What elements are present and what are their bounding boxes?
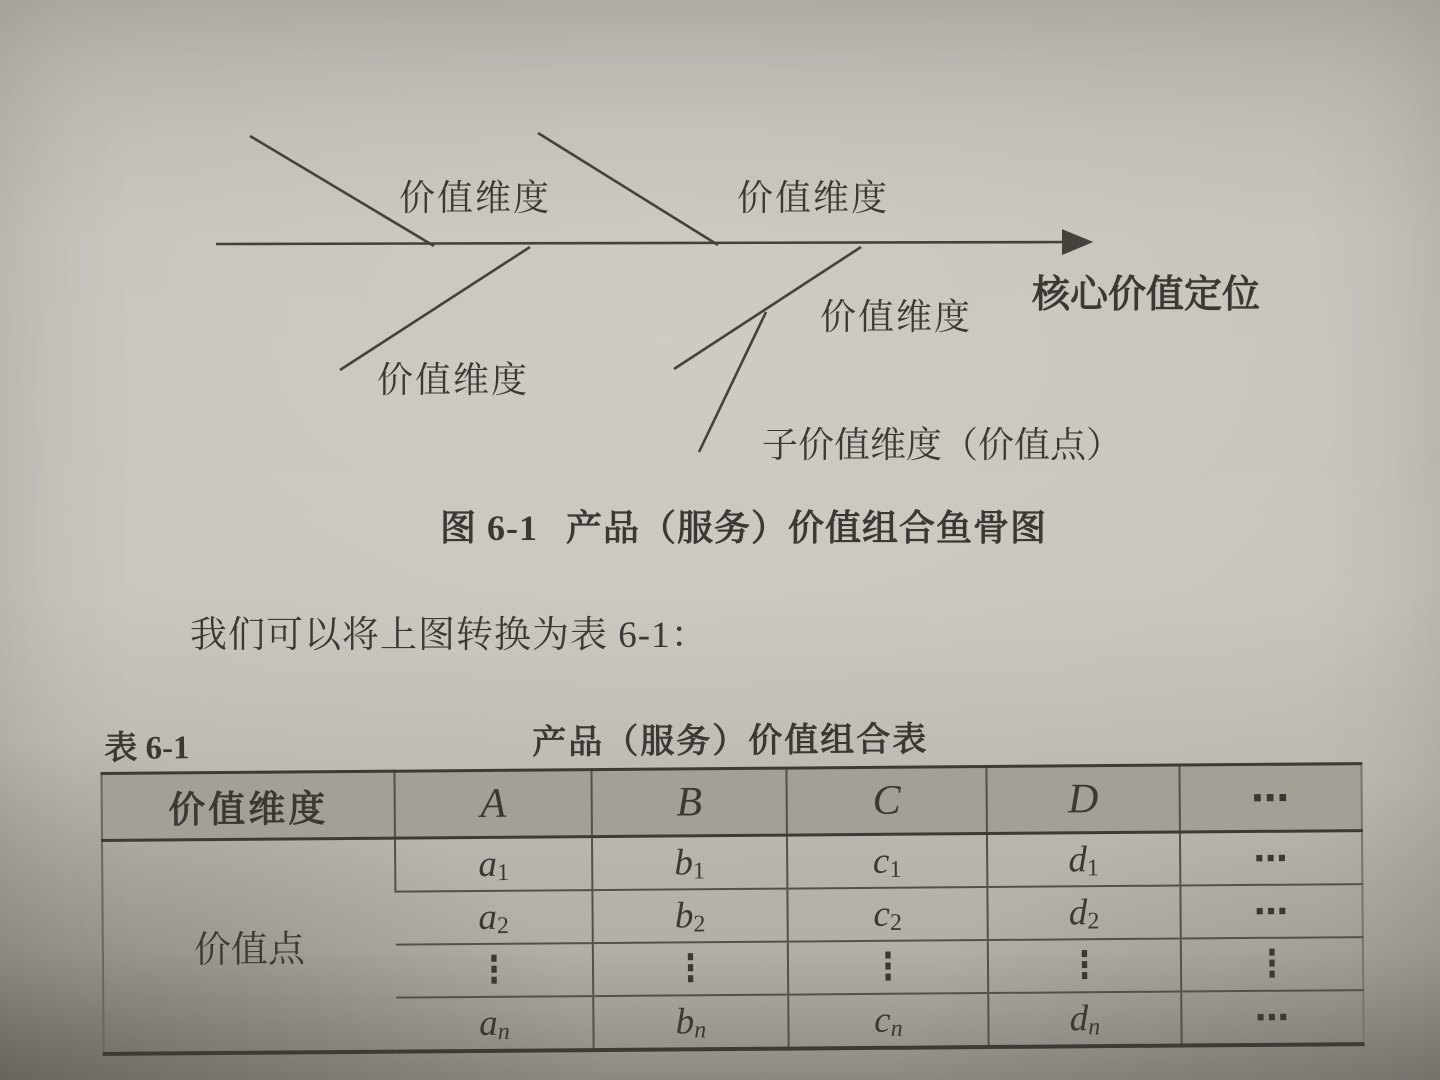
table-section: [100, 704, 1360, 1046]
table-cell: [1180, 831, 1362, 886]
table-header-row: [101, 764, 1361, 841]
table-cell: [1181, 990, 1363, 1045]
ellipsis-glyph: ⋯: [1254, 997, 1291, 1038]
value-table: [100, 762, 1364, 1056]
header-cell-ellipsis: [1179, 764, 1362, 832]
table-cell: $b_n$: [593, 995, 788, 1051]
table-cell: $d_1$: [987, 832, 1180, 887]
branch-bottom-right-label: 价值维度: [820, 297, 973, 337]
table-cell: $a_n$: [396, 996, 593, 1052]
table-cell: [1180, 884, 1362, 938]
table-body: [102, 831, 1364, 1054]
spine-line: [216, 242, 1088, 244]
branch-top-middle-label: 价值维度: [737, 178, 890, 218]
branch-top-middle-line: [538, 133, 718, 245]
table-cell: $c_2$: [787, 887, 987, 942]
ellipsis-glyph: ⋮: [1069, 943, 1100, 988]
table-cell: [788, 940, 988, 995]
figure-caption-number: 图 6-1: [440, 508, 538, 548]
table-cell: $c_n$: [788, 993, 988, 1049]
table-cell: $b_2$: [592, 889, 787, 944]
table-cell: $a_1$: [395, 837, 592, 892]
ellipsis-glyph: ⋯: [1253, 891, 1290, 932]
header-cell-c: C: [786, 767, 987, 836]
table-label: 表 6-1: [104, 730, 190, 767]
body-paragraph: 我们可以将上图转换为表 6-1：: [190, 615, 709, 656]
branch-bottom-left-label: 价值维度: [377, 360, 530, 400]
table-cell: $c_1$: [787, 834, 987, 889]
figure-caption: [440, 500, 1047, 551]
table-cell: [988, 939, 1181, 994]
sub-branch-label: 子价值维度（价值点）: [762, 425, 1123, 465]
fishbone-head-label: 核心价值定位: [1032, 274, 1261, 316]
table-cell: [396, 943, 593, 998]
table-cell: $d_2$: [987, 886, 1180, 941]
header-cell-d: D: [986, 765, 1180, 834]
table-title: 产品（服务）价值组合表: [532, 721, 929, 762]
table-row: [102, 831, 1362, 894]
header-cell-b: B: [591, 768, 787, 837]
ellipsis-glyph: ⋮: [1256, 941, 1288, 986]
ellipsis-glyph: ⋮: [872, 944, 904, 989]
figure-caption-text: 产品（服务）价值组合鱼骨图: [566, 508, 1048, 548]
ellipsis-glyph: ⋮: [675, 946, 706, 991]
ellipsis-glyph: ⋮: [478, 947, 510, 992]
table-cell: $d_n$: [988, 992, 1181, 1048]
row-group-label-cell: 价值点: [193, 929, 306, 972]
ellipsis-glyph: ⋯: [1253, 838, 1289, 879]
ellipsis-glyph: ⋯: [1251, 775, 1291, 820]
table-cell: [1181, 937, 1363, 991]
branch-top-left-label: 价值维度: [399, 178, 552, 218]
header-cell-a: A: [394, 770, 592, 839]
table-cell: $a_2$: [395, 890, 592, 945]
table-cell: [593, 942, 788, 997]
table-cell: $b_1$: [592, 835, 787, 890]
sub-branch-line: [699, 312, 766, 452]
header-cell-dimension: 价值维度: [101, 771, 395, 840]
